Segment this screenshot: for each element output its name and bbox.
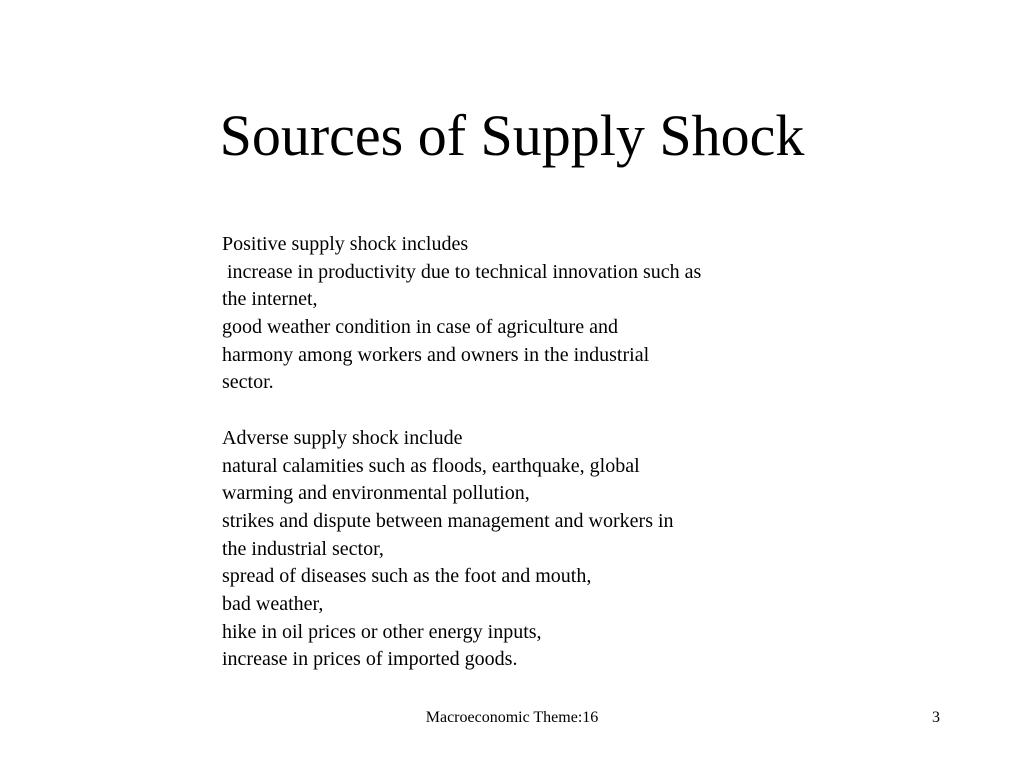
slide-number: 3 bbox=[932, 709, 940, 726]
adverse-shock-line: strikes and dispute between management and workers in bbox=[222, 509, 674, 532]
positive-shock-line: increase in productivity due to technical innovation such as bbox=[222, 260, 702, 283]
adverse-shock-line: bad weather, bbox=[222, 592, 324, 615]
adverse-shock-section bbox=[222, 425, 862, 674]
adverse-shock-line: increase in prices of imported goods. bbox=[222, 648, 518, 671]
positive-shock-line: the internet, bbox=[222, 288, 318, 311]
positive-shock-line: harmony among workers and owners in the industrial bbox=[222, 343, 650, 366]
positive-shock-line: sector. bbox=[222, 371, 274, 394]
adverse-shock-line: the industrial sector, bbox=[222, 537, 384, 560]
positive-shock-section bbox=[222, 231, 862, 397]
slide-title: Sources of Supply Shock bbox=[219, 103, 805, 168]
adverse-shock-line: hike in oil prices or other energy inputs, bbox=[222, 620, 542, 643]
section-spacer bbox=[222, 397, 862, 425]
slide-footer: Macroeconomic Theme:16 bbox=[425, 709, 599, 726]
adverse-shock-heading: Adverse supply shock include bbox=[222, 426, 463, 449]
adverse-shock-line: warming and environmental pollution, bbox=[222, 482, 530, 505]
adverse-shock-line: spread of diseases such as the foot and mouth, bbox=[222, 565, 592, 588]
slide-body bbox=[222, 231, 862, 674]
positive-shock-line: good weather condition in case of agriculture and bbox=[222, 316, 618, 339]
adverse-shock-line: natural calamities such as floods, earthquake, global bbox=[222, 454, 640, 477]
positive-shock-heading: Positive supply shock includes bbox=[222, 233, 469, 255]
